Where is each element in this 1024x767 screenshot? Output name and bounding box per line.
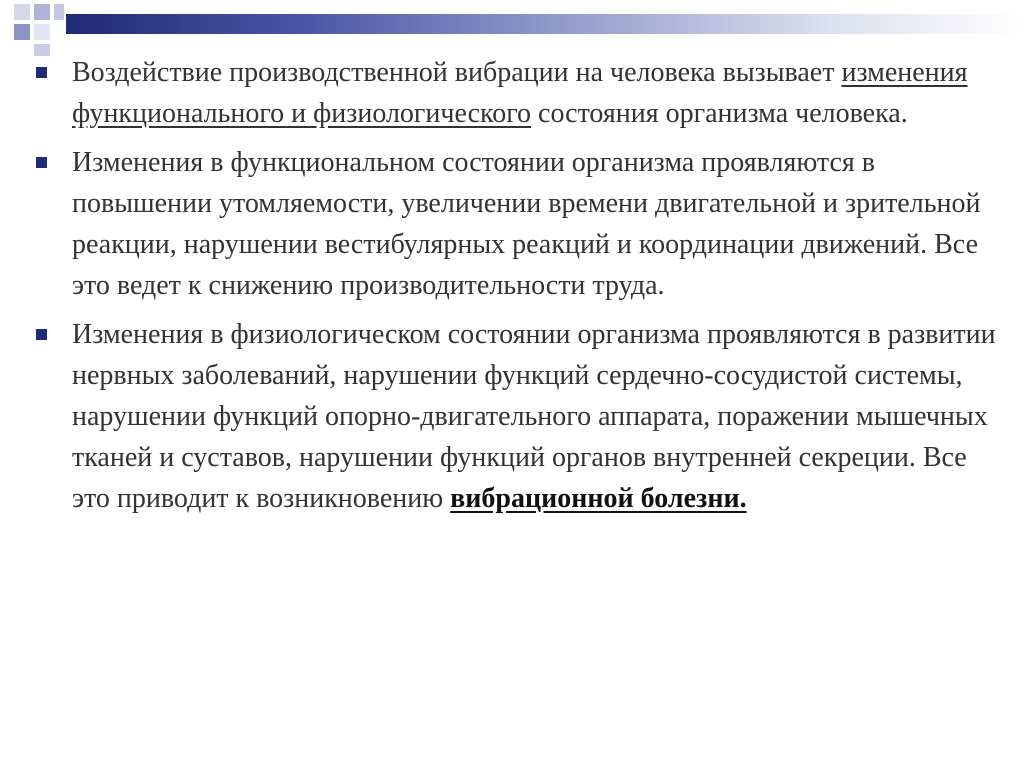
- square-bullet-icon: [36, 67, 47, 78]
- bullet-3-emphasis-text: вибрационной болезни.: [450, 483, 747, 514]
- bullet-2-text: Изменения в функциональном состоянии организма проявляются в повышении утомляемости, увеличении времени двигательной и зрительной реакции, нарушении вестибулярных реакций и координации движений. Все это ведет к снижению производительности труда.: [72, 147, 981, 301]
- bullet-1-underlined-text: изменения функционального и физиологического: [72, 57, 968, 129]
- bullet-item-2: [30, 142, 1005, 306]
- bullet-item-3: [30, 314, 1005, 519]
- bullet-1-text-end: состояния организма человека.: [531, 98, 908, 129]
- slide-decoration: [0, 0, 1024, 60]
- deco-square-2: [34, 4, 50, 20]
- bullet-3-text: Изменения в физиологическом состоянии организма проявляются в развитии нервных заболеваний, нарушении функций сердечно-сосудистой системы, нарушении функций опорно-двигательного аппарата, поражении мышечных тканей и суставов, нарушении функций органов внутренней секреции. Все это приводит к возникновению: [72, 319, 996, 514]
- bullet-item-1: [30, 52, 1005, 134]
- deco-square-5: [34, 24, 50, 40]
- bullet-1-text-start: Воздействие производственной вибрации на человека вызывает: [72, 57, 842, 88]
- square-bullet-icon: [36, 157, 47, 168]
- slide-body: [30, 52, 1005, 527]
- deco-square-3: [54, 4, 64, 20]
- deco-square-4: [14, 24, 30, 40]
- deco-square-1: [14, 4, 30, 20]
- title-gradient-bar: [66, 14, 1024, 34]
- square-bullet-icon: [36, 329, 47, 340]
